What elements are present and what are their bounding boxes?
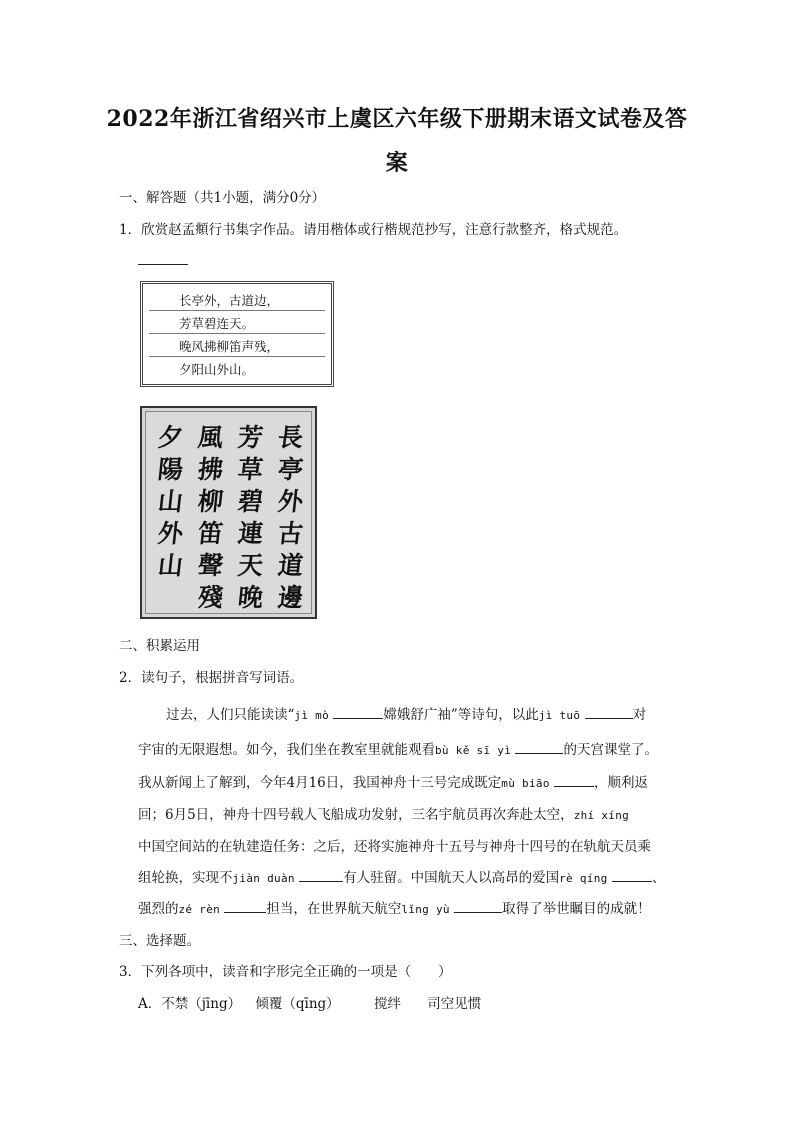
calligraphy-char: 拂	[197, 455, 226, 484]
answer-blank[interactable]	[585, 706, 633, 719]
text: 的天宫课堂了。	[563, 742, 658, 758]
text: 组轮换，实现不	[138, 870, 233, 886]
passage-line	[138, 866, 665, 886]
calligraphy-char: 外	[277, 487, 306, 516]
passage-line	[138, 835, 651, 855]
text: 有人驻留。中国航天人以高昂的爱国	[343, 870, 560, 886]
text: 回；6月5日，神舟十四号载人飞船成功发射，三名宇航员再次奔赴太空，	[138, 807, 574, 823]
page-title-line2: 案	[385, 150, 409, 176]
calligraphy-column	[154, 422, 188, 582]
answer-blank	[138, 264, 188, 265]
poem-line: 芳草碧连天。	[179, 316, 255, 331]
poem-line: 夕阳山外山。	[179, 362, 255, 377]
pinyin: mù biāo	[501, 777, 550, 790]
poem-row	[149, 311, 325, 334]
text: 取得了举世瞩目的成就！	[502, 901, 651, 917]
option-a-item: 搅绊	[373, 996, 401, 1012]
answer-blank[interactable]	[333, 706, 383, 719]
text: 强烈的	[138, 901, 179, 917]
passage-line	[138, 738, 658, 758]
pinyin: jì mò	[294, 709, 330, 722]
calligraphy-char: 碧	[237, 487, 266, 516]
pinyin: bù kě sī yì	[435, 744, 512, 757]
poem-row	[149, 288, 325, 311]
poem-row	[149, 334, 325, 357]
section-heading-1: 一、解答题（共1小题，满分0分）	[119, 190, 326, 206]
section-heading-2: 二、积累运用	[119, 638, 200, 654]
question-3: 3．下列各项中，读音和字形完全正确的一项是（ ）	[119, 964, 452, 980]
calligraphy-char: 笛	[197, 519, 226, 548]
calligraphy-char: 亭	[277, 455, 306, 484]
text: 担当，在世界航天航空	[266, 901, 402, 917]
poem-line: 长亭外，古道边，	[179, 293, 280, 308]
section-heading-3: 三、选择题。	[119, 933, 200, 949]
question-2: 2．读句子，根据拼音写词语。	[119, 670, 304, 686]
calligraphy-frame	[145, 411, 312, 614]
text: 过去，人们只能读读“	[166, 707, 295, 723]
calligraphy-char: 晚	[237, 583, 266, 612]
pinyin: zhí xíng	[573, 809, 630, 822]
passage-line	[166, 703, 646, 723]
calligraphy-char: 芳	[237, 423, 266, 452]
option-a-item: 司空见惯	[427, 996, 482, 1012]
calligraphy-char: 草	[237, 455, 266, 484]
answer-blank[interactable]	[224, 900, 266, 913]
poem-row	[149, 357, 325, 379]
poem-box	[140, 281, 334, 387]
calligraphy-char: 陽	[157, 455, 186, 484]
text: 我从新闻上了解到，今年4月16日，我国神舟十三号完成既定	[138, 775, 502, 791]
calligraphy-char: 長	[277, 423, 306, 452]
calligraphy-char: 山	[157, 551, 186, 580]
pinyin: jiàn duàn	[232, 872, 295, 885]
question-1: 1．欣赏赵孟頫行书集字作品。请用楷体或行楷规范抄写，注意行款整齐，格式规范。	[119, 222, 628, 238]
page-title-line1: 2022年浙江省绍兴市上虞区六年级下册期末语文试卷及答	[106, 106, 688, 132]
option-a-item: 倾覆（qīng）	[255, 996, 340, 1012]
calligraphy-char: 聲	[197, 551, 226, 580]
calligraphy-char: 風	[197, 423, 226, 452]
pinyin: jì tuō	[538, 709, 581, 722]
calligraphy-char: 殘	[197, 583, 226, 612]
passage-line	[138, 771, 648, 791]
calligraphy-char: 山	[157, 487, 186, 516]
poem-line: 晚风拂柳笛声残，	[179, 339, 280, 354]
calligraphy-artwork	[140, 406, 317, 619]
calligraphy-char: 天	[237, 551, 266, 580]
pinyin: lǐng yù	[401, 903, 450, 916]
pinyin: zé rèn	[178, 903, 221, 916]
answer-blank[interactable]	[454, 900, 502, 913]
answer-blank[interactable]	[515, 741, 563, 754]
calligraphy-column	[234, 422, 268, 614]
option-a-item: A．不禁（jīng）	[138, 996, 242, 1012]
option-a	[138, 992, 481, 1012]
calligraphy-char: 外	[157, 519, 186, 548]
calligraphy-char: 夕	[157, 423, 186, 452]
passage-line	[138, 803, 629, 823]
text: 、	[651, 870, 666, 886]
text: 对	[632, 707, 647, 723]
answer-blank[interactable]	[299, 869, 343, 882]
text: 嫦娥舒广袖”等诗句，以此	[383, 707, 539, 723]
calligraphy-char: 連	[237, 519, 266, 548]
pinyin: rè qíng	[559, 872, 608, 885]
text: ，顺利返	[594, 775, 649, 791]
answer-blank[interactable]	[612, 869, 652, 882]
calligraphy-char: 柳	[197, 487, 226, 516]
answer-blank[interactable]	[554, 774, 594, 787]
passage-line	[138, 897, 651, 917]
text: 宇宙的无限遐想。如今，我们坐在教室里就能观看	[138, 742, 435, 758]
calligraphy-char: 古	[277, 519, 306, 548]
calligraphy-column	[274, 422, 308, 614]
calligraphy-column	[194, 422, 228, 614]
calligraphy-char: 道	[277, 551, 306, 580]
text: 中国空间站的在轨建造任务：之后，还将实施神舟十五号与神舟十四号的在轨航天员乘	[138, 839, 651, 855]
calligraphy-char: 邊	[277, 583, 306, 612]
